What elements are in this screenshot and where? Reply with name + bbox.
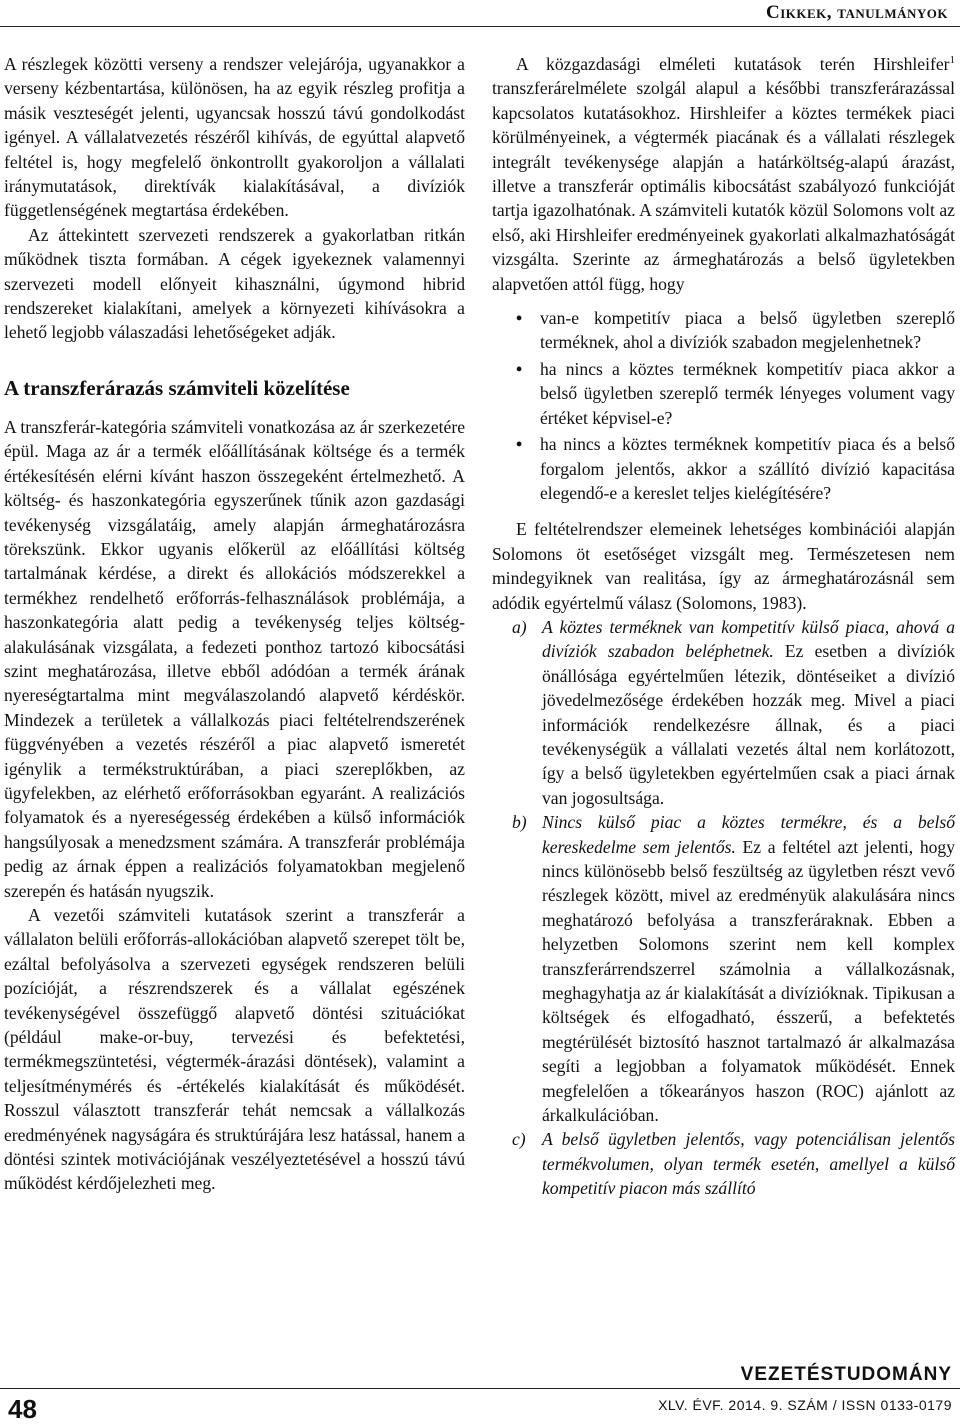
- paragraph: [492, 52, 955, 296]
- paragraph-text: transzferárelmélete szolgál alapul a későbbi transzferárazással kapcsolatos kutatásokhoz. Hirshleifer a köztes termékek piaci körülményeinek, a végtermék piacának és a vállalati részlegek integrált tevékenysége alapján a határköltség-alapú árazást, illetve a transzferár optimális kibocsátást szabályozó funkcióját tartja igazolhatónak. A számviteli kutatók közül Solomons volt az első, aki Hirshleifer eredményeinek gyakorlati alkalmazhatóságát vizsgálta. Szerinte az ármeghatározás a belső ügyletekben alapvetően attól függ, hogy: [492, 78, 955, 294]
- bullet-icon: •: [516, 358, 523, 379]
- bullet-icon: •: [516, 308, 523, 329]
- left-column: [4, 52, 465, 1196]
- case-body: Ez esetben a divíziók önállósága egyértelműen létezik, döntéseiket a divízió jövedelmezősége érdekében hozzák meg. Mivel a piaci információk rendelkezésre állnak, és a piaci tevékenységük a vállalati vezetés által nem korlátozott, így a belső ügyletekben egyértelműen csak a piaci árnak van jogosultsága.: [542, 641, 955, 808]
- list-item: [492, 1127, 955, 1200]
- list-item: [492, 810, 955, 1127]
- case-title: A belső ügyletben jelentős, vagy potenciálisan jelentős termékvolumen, olyan termék esetén, amellyel a külső kompetitív piacon más szállító: [542, 1129, 955, 1199]
- paragraph: A transzferár-kategória számviteli vonatkozása az ár szerkezetére épül. Maga az ár a termék előállításának költsége és a termék értékesítésén elérni kívánt haszon összegeként értelmezhető. A költség- és haszonkategória egyszerűnek tűnik azon gazdasági tevékenység vizsgálatáig, amely alapján ármeghatározásra törekszünk. Ekkor ugyanis előkerül az előállítási költség tartalmának kérdése, a direkt és allokációs módszerekkel a termékhez rendelhető erőforrás-felhasználások problémája, a haszonkategória alatt pedig a tevékenység teljes költség-alakulásának vizsgálata, a fedezeti ponthoz tartozó kibocsátási szint meghatározása, illetve ebből adódóan a termék árának nyereségtartalma mint megválaszolandó alapvető kérdéskör. Mindezek a területek a vállalkozás piaci feltételrendszerének függvényében a vezetés részéről a piac alapvető ismeretét igénylik a termékstruktúrában, a piaci szereplőkben, az ügyfelekben, az elérhető erőforrásokban egyaránt. A realizációs folyamatok és a nyereségesség érdekében a külső információk hangsúlyosak a menedzsment számára. A transzferár problémája pedig az árnak éppen a realizációs folyamatokban megjelenő szerepén és hatásán nyugszik.: [4, 416, 465, 901]
- page-number: 48: [8, 1394, 37, 1424]
- footnote-mark[interactable]: 1: [949, 54, 955, 67]
- case-title: A köztes terméknek van kompetitív külső piaca, ahová a divíziók szabadon beléphetnek.: [542, 616, 955, 662]
- paragraph-text: A közgazdasági elméleti kutatások terén Hirshleifer: [516, 54, 950, 74]
- list-marker: c): [512, 1129, 526, 1150]
- bullet-list: [492, 306, 955, 505]
- bullet-icon: •: [516, 434, 523, 455]
- list-marker: b): [512, 812, 527, 833]
- section-heading: A transzferárazás számviteli közelítése: [4, 375, 350, 400]
- list-item-text: ha nincs a köztes terméknek kompetitív piaca akkor a belső ügyletben szereplő termék lényeges volument vagy értéket képvisel-e?: [540, 358, 955, 428]
- header-rule: [0, 26, 960, 27]
- list-item-text: van-e kompetitív piaca a belső ügyletben szereplő terméknek, ahol a divíziók szabadon megjelenhetnek?: [540, 308, 955, 353]
- list-item-text: ha nincs a köztes terméknek kompetitív piaca és a belső forgalom jelentős, akkor a szállító divízió kapacitása elegendő-e a kereslet teljes kielégítésére?: [540, 434, 955, 503]
- case-list: [492, 615, 955, 1201]
- section-title: Cikkek, tanulmányok: [766, 2, 948, 23]
- case-title: Nincs külső piac a köztes termékre, és a belső kereskedelme sem jelentős.: [542, 812, 955, 857]
- issue-info: XLV. ÉVF. 2014. 9. SZÁM / ISSN 0133-0179: [658, 1397, 952, 1413]
- list-item: [492, 615, 955, 810]
- paragraph: Az áttekintett szervezeti rendszerek a gyakorlatban ritkán működnek tiszta formában. A cégek igyekeznek valamennyi szervezeti modell előnyeit kihasználni, úgymond hibrid rendszereket kialakítani, amelyek a környezeti kihívásokra a lehető legjobb válaszadási lehetőségeket adják.: [4, 224, 465, 343]
- paragraph: A részlegek közötti verseny a rendszer velejárója, ugyanakkor a verseny kézbentartása, különösen, ha az egyik részleg profitja a másik veszteségét jelenti, ugyancsak hosszú távú gondolkodást igényel. A vállalatvezetés részéről kihívás, de egyúttal alapvető feltétel is, hogy megfelelő önkontrollt gyakoroljon a vállalati iránymutatások, direktívák kialakításával, a divíziók függetlenségének megtartása érdekében.: [4, 54, 465, 221]
- journal-title: VEZETÉSTUDOMÁNY: [740, 1364, 952, 1385]
- right-column: [492, 52, 955, 1201]
- list-item: [492, 357, 955, 430]
- case-body: Ez a feltétel azt jelenti, hogy nincs különösebb belső feszültség az ügyletben részt vevő részlegek között, mivel az eredményük alakulására nincs meghatározó befolyása a transzferáraknak. Ebben a helyzetben Solomons szerint nem kell komplex transzferárrendszerrel számolnia a vállalkozásnak, meghagyhatja az ár kialakítását a divízióknak. Tipikusan a költségek és elfogadható, ésszerű, a befektetés megtérülését biztosító hasznot tartalmazó ár alkalmazása segíti a legjobban a folyamatok működését. Ennek megfelelően a tőkearányos haszon (ROC) ajánlott az árkalkulációban.: [542, 836, 956, 1126]
- footer-rule: [0, 1388, 960, 1389]
- list-marker: a): [512, 616, 527, 637]
- list-item: [492, 306, 955, 355]
- paragraph: A vezetői számviteli kutatások szerint a transzferár a vállalaton belüli erőforrás-allokációban alapvető szerepet tölt be, ezáltal befolyásolva a szervezeti egységek rendszeren belüli pozícióját, a részrendszerek és a vállalat egészének tevékenységével összefüggő alapvető döntési szituációkat (például make-or-buy, tervezési és befektetési, termékmegszüntetési, végtermék-árazási döntések), valamint a teljesítménymérés és -értékelés kialakítását és működését. Rosszul választott transzferár tehát nemcsak a vállalkozás eredményének nagyságára és struktúrájára lesz hatással, hanem a döntési szintek motivációjának veszélyeztetésével a hosszú távú működést kérdőjelezheti meg.: [4, 905, 465, 1194]
- paragraph: E feltételrendszer elemeinek lehetséges kombinációi alapján Solomons öt esetőséget vizsgált meg. Természetesen nem mindegyiknek van realitása, így az ármeghatározásnál sem adódik egyértelmű válasz (Solomons, 1983).: [492, 519, 955, 613]
- list-item: [492, 432, 955, 505]
